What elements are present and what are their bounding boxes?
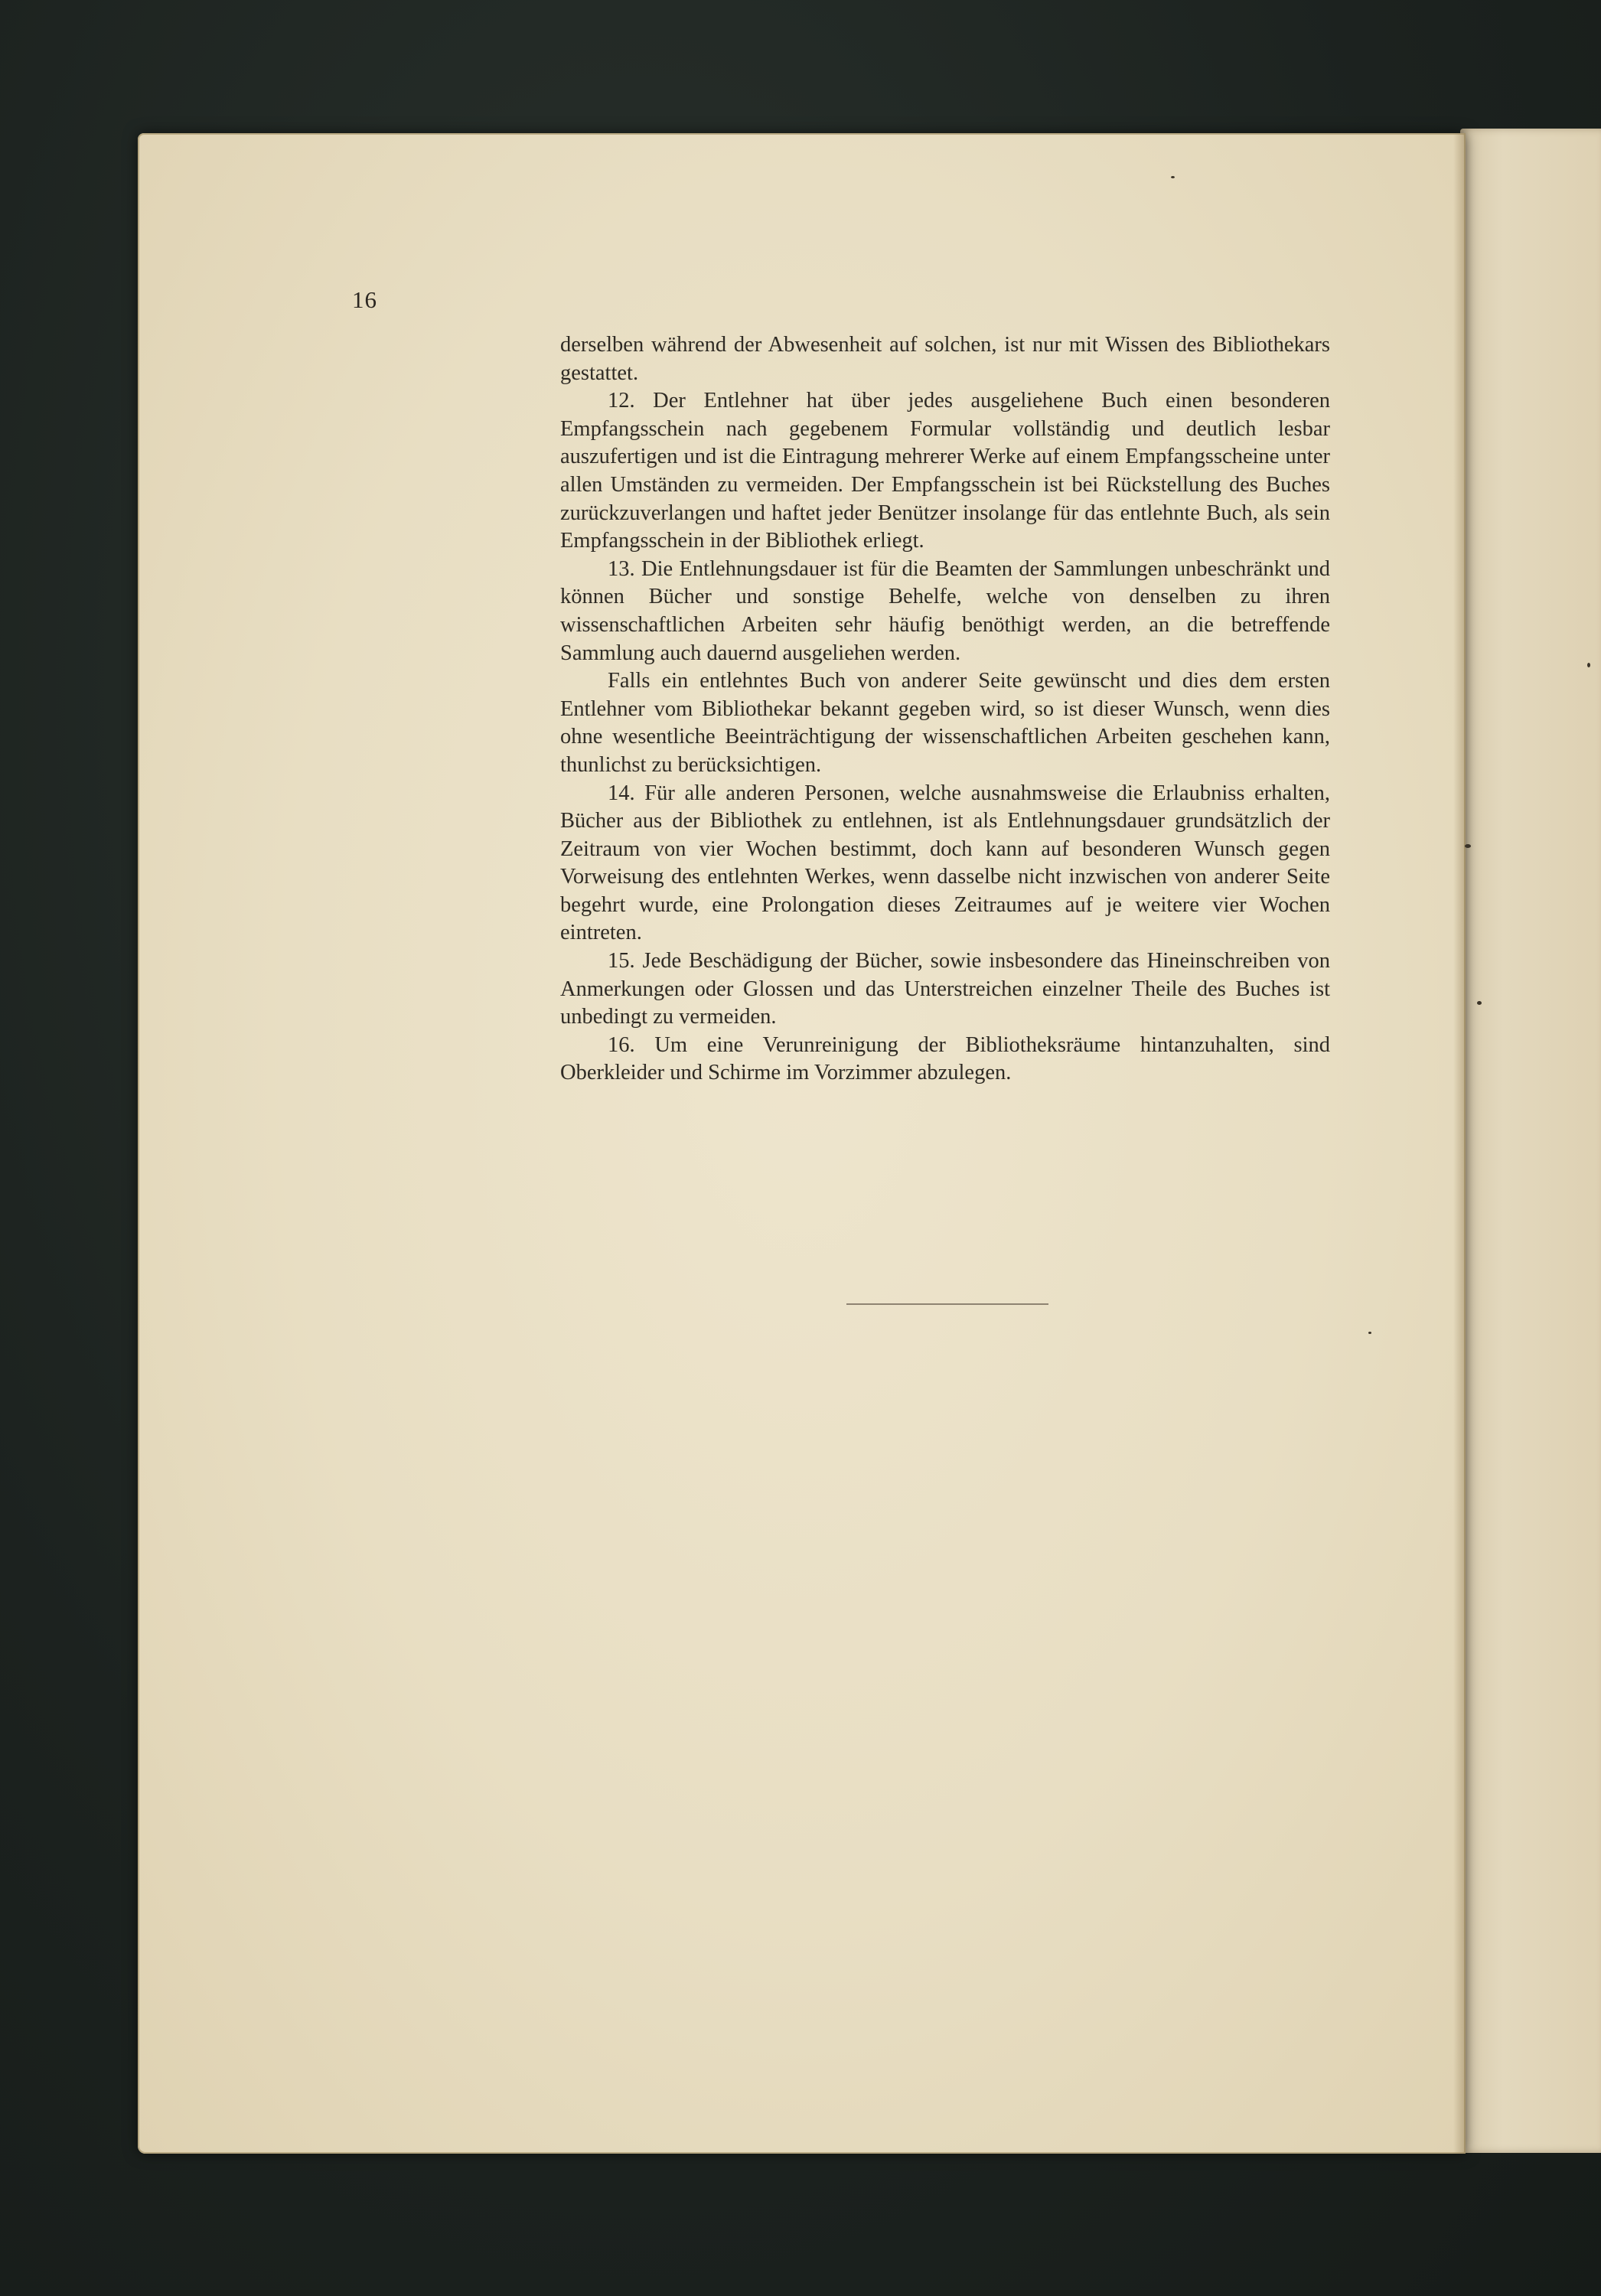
paper-speck — [1477, 1001, 1482, 1005]
page-number: 16 — [352, 286, 377, 313]
facing-page-edge — [1460, 129, 1601, 2153]
paper-speck — [1171, 176, 1175, 178]
paragraph-continuation: derselben während der Abwesenheit auf solchen, ist nur mit Wissen des Bibliothekars gestattet. — [560, 333, 1330, 385]
paragraph-12: 12. Der Entlehner hat über jedes ausgeliehene Buch einen besonderen Empfangsschein nach gegebenem Formular vollständig und deutlich lesbar auszufertigen und ist die Eintragung mehrerer Werke auf einem Empfangsscheine unter allen Umständen zu vermeiden. Der Empfangsschein ist bei Rückstellung des Buches zurückzuverlangen und haftet jeder Benützer insolange für das entlehnte Buch, als sein Empfangsschein in der Bibliothek erliegt. — [560, 389, 1330, 553]
paragraph-13-continued: Falls ein entlehntes Buch von anderer Seite gewünscht und dies dem ersten Entlehner vom Bibliothekar bekannt gegeben wird, so ist dieser Wunsch, wenn dies ohne wesentliche Beeinträchtigung der wissenschaftlichen Arbeiten geschehen kann, thunlichst zu berücksichtigen. — [560, 669, 1330, 777]
paragraph-16: 16. Um eine Verunreinigung der Bibliotheksräume hintanzuhalten, sind Oberkleider und Schirme im Vorzimmer abzulegen. — [560, 1032, 1330, 1085]
page-fold-shadow — [1453, 133, 1466, 2154]
paragraph-15: 15. Jede Beschädigung der Bücher, sowie insbesondere das Hineinschreiben von Anmerkungen oder Glossen und das Unterstreichen einzelner Theile des Buches ist unbedingt zu vermeiden. — [560, 949, 1330, 1029]
paragraph-13: 13. Die Entlehnungsdauer ist für die Beamten der Sammlungen unbeschränkt und können Bücher und sonstige Behelfe, welche von denselben zu ihren wissenschaftlichen Arbeiten sehr häufig benöthigt werden, an die betreffende Sammlung auch dauernd ausgeliehen werden. — [560, 556, 1330, 665]
end-divider-rule — [846, 1303, 1048, 1305]
paper-speck — [1465, 844, 1471, 848]
body-text — [560, 331, 1330, 1088]
paper-speck — [1587, 663, 1590, 667]
paragraph-14: 14. Für alle anderen Personen, welche ausnahmsweise die Erlaubniss erhalten, Bücher aus der Bibliothek zu entlehnen, ist als Entlehnungsdauer grundsätzlich der Zeitraum von vier Wochen bestimmt, doch kann auf besonderen Wunsch gegen Vorweisung des entlehnten Werkes, wenn dasselbe nicht inzwischen von anderer Seite begehrt wurde, eine Prolongation dieses Zeitraumes auf je weitere vier Wochen eintreten. — [560, 781, 1330, 945]
paper-speck — [1368, 1332, 1371, 1334]
